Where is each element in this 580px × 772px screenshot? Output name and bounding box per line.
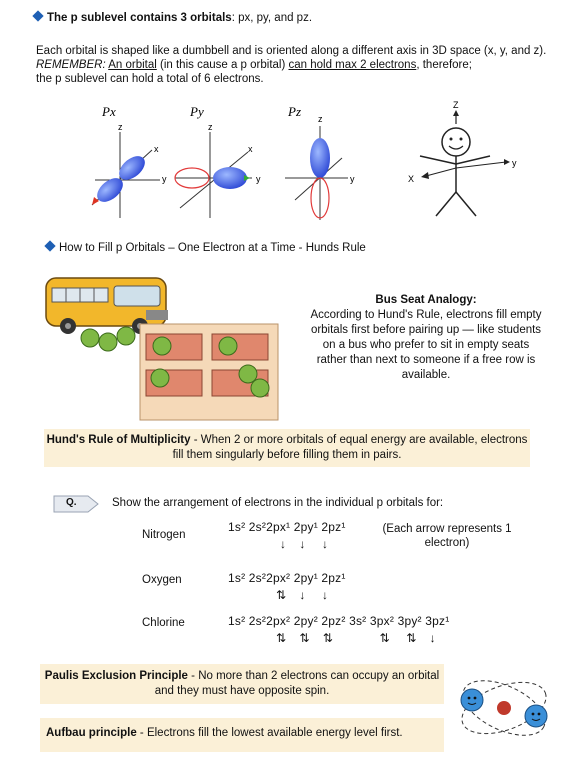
stick-figure-axes	[408, 100, 517, 216]
pz-orbital	[285, 104, 355, 220]
svg-text:y: y	[350, 174, 355, 184]
config-nitrogen: 1s² 2s²2px¹ 2py¹ 2pz¹	[228, 520, 346, 534]
orbital-description: Each orbital is shaped like a dumbbell and is oriented along a different axis in 3D space (x, y, and z). REMEMBER: An orbital (in this cause a p orbital) can hold max 2 electrons, therefore; the p sublevel can hold a total of 6 electrons.	[36, 45, 547, 85]
diamond-bullet-icon	[32, 10, 43, 21]
svg-text:z: z	[318, 114, 323, 124]
config-chlorine: 1s² 2s²2px² 2py² 2pz² 3s² 3px² 3py² 3pz¹	[228, 614, 450, 628]
py-label: Py	[190, 104, 204, 119]
arrows-chlorine: ⇅ ⇅ ⇅ ⇅ ⇅ ↓	[276, 631, 436, 645]
element-chlorine: Chlorine	[142, 617, 185, 629]
config-oxygen: 1s² 2s²2px² 2py¹ 2pz¹	[228, 571, 346, 585]
px-label: Px	[102, 104, 116, 119]
svg-text:x: x	[154, 144, 159, 154]
svg-text:y: y	[256, 174, 261, 184]
atom-illustration	[452, 664, 552, 754]
bus-analogy: Bus Seat Analogy: According to Hund's Rule, electrons fill empty orbitals first before pairing up — like students on a bus who prefer to sit in empty seats rather than next to someone if a free row is available.	[310, 294, 542, 381]
svg-text:y: y	[512, 158, 517, 168]
pauli-box: Paulis Exclusion Principle - No more than 2 electrons can occupy an orbital and they must have opposite spin.	[40, 664, 444, 704]
aufbau-box: Aufbau principle - Electrons fill the lowest available energy level first.	[40, 718, 444, 752]
element-nitrogen: Nitrogen	[142, 529, 186, 541]
section1-heading: The p sublevel contains 3 orbitals: px, py, and pz.	[34, 12, 312, 24]
arrows-oxygen: ⇅ ↓ ↓	[276, 588, 329, 602]
diamond-bullet-icon	[44, 240, 55, 251]
hunds-rule-box: Hund's Rule of Multiplicity - When 2 or more orbitals of equal energy are available, electrons fill them singularly before filling them in pairs.	[44, 429, 530, 467]
p-orbital-diagrams	[80, 100, 550, 225]
element-oxygen: Oxygen	[142, 574, 182, 586]
svg-text:Z: Z	[453, 100, 459, 110]
svg-text:X: X	[408, 174, 415, 184]
arrow-note: (Each arrow represents 1 electron)	[382, 523, 512, 549]
arrows-nitrogen: ↓ ↓ ↓	[280, 537, 329, 551]
svg-text:x: x	[248, 144, 253, 154]
svg-text:z: z	[118, 122, 123, 132]
svg-text:z: z	[208, 122, 213, 132]
svg-text:y: y	[162, 174, 167, 184]
py-orbital	[175, 104, 261, 218]
bus-illustration	[42, 270, 282, 422]
pz-label: Pz	[288, 104, 301, 119]
hunds-heading: How to Fill p Orbitals – One Electron at a Time - Hunds Rule	[46, 242, 366, 254]
question-prompt: Show the arrangement of electrons in the individual p orbitals for:	[112, 497, 444, 509]
px-orbital	[92, 104, 167, 218]
question-badge: Q.	[52, 494, 100, 514]
